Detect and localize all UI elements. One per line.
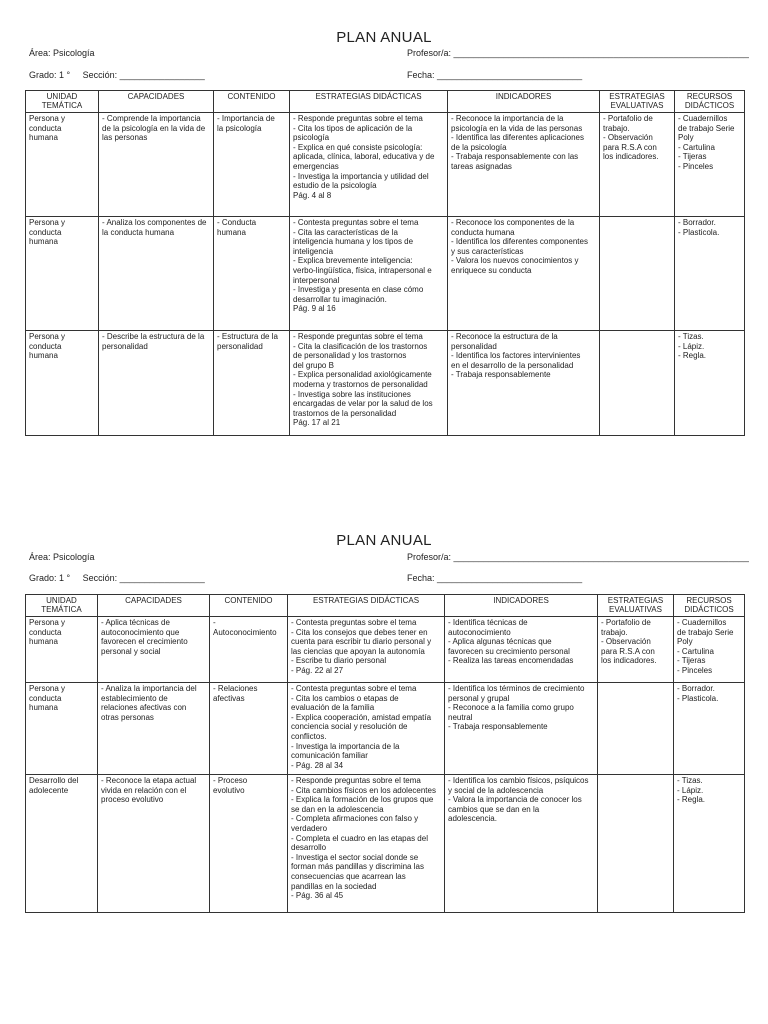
cell-evaluativas bbox=[598, 775, 674, 913]
cell-recursos: - Borrador. - Plasticola. bbox=[674, 683, 745, 775]
header-evaluativas: ESTRATEGIAS EVALUATIVAS bbox=[598, 595, 674, 617]
table-row bbox=[26, 331, 745, 436]
cell-recursos: - Cuadernillos de trabajo Serie Poly - Cartulina - Tijeras - Pinceles bbox=[674, 617, 745, 683]
cell-indicadores: - Reconoce la estructura de la personalidad - Identifica los factores intervinientes en el desarrollo de la personalidad - Trabaja responsablemente bbox=[448, 331, 600, 436]
cell-evaluativas bbox=[600, 331, 675, 436]
plan-table bbox=[25, 90, 745, 436]
table-header-row bbox=[26, 91, 745, 113]
cell-estrategias: - Responde preguntas sobre el tema - Cita cambios físicos en los adolecentes - Explica la formación de los grupos que se dan en la adolescencia - Completa afirmaciones con falso y verdadero - Completa el cuadro en las etapas del desarrollo - Investiga el sector social donde se forman más pandillas y discrimina las consecuencias que acarrean las pandillas en la sociedad - Pág. 36 al 45 bbox=[288, 775, 445, 913]
header-evaluativas: ESTRATEGIAS EVALUATIVAS bbox=[600, 91, 675, 113]
cell-estrategias: - Contesta preguntas sobre el tema - Cita los cambios o etapas de evaluación de la familia - Explica cooperación, amistad empatía conciencia social y resolución de conflictos. - Investiga la importancia de la comunicación familiar - Pág. 28 al 34 bbox=[288, 683, 445, 775]
grado-seccion-label: Grado: 1 ° Sección: _________________ bbox=[29, 573, 205, 583]
cell-contenido: - Autoconocimiento bbox=[210, 617, 288, 683]
table-header-row bbox=[26, 595, 745, 617]
cell-indicadores: - Reconoce la importancia de la psicología en la vida de las personas - Identifica las diferentes aplicaciones de la psicología - Trabaja responsablemente con las tareas asignadas bbox=[448, 113, 600, 217]
profesor-label: Profesor/a: ___________________________________________________________ bbox=[407, 552, 749, 562]
header-capacidades: CAPACIDADES bbox=[99, 91, 214, 113]
cell-recursos: - Borrador. - Plasticola. bbox=[675, 217, 745, 331]
header-indicadores: INDICADORES bbox=[448, 91, 600, 113]
cell-indicadores: - Identifica técnicas de autoconocimiento - Aplica algunas técnicas que favorecen su crecimiento personal - Realiza las tareas encomendadas bbox=[445, 617, 598, 683]
cell-evaluativas bbox=[600, 217, 675, 331]
cell-evaluativas bbox=[598, 683, 674, 775]
cell-contenido: - Relaciones afectivas bbox=[210, 683, 288, 775]
header-unidad: UNIDAD TEMÁTICA bbox=[26, 595, 98, 617]
table-row bbox=[26, 217, 745, 331]
header-unidad: UNIDAD TEMÁTICA bbox=[26, 91, 99, 113]
cell-estrategias: - Responde preguntas sobre el tema - Cita los tipos de aplicación de la psicología - Explica en qué consiste psicología: aplicada, clínica, laboral, educativa y de emergencias - Investiga la importancia y utilidad del estudio de la psicología Pág. 4 al 8 bbox=[290, 113, 448, 217]
cell-capacidades: - Describe la estructura de la personalidad bbox=[99, 331, 214, 436]
cell-unidad: Persona y conducta humana bbox=[26, 217, 99, 331]
fecha-label: Fecha: _____________________________ bbox=[407, 70, 583, 80]
cell-capacidades: - Aplica técnicas de autoconocimiento que favorecen el crecimiento personal y social bbox=[98, 617, 210, 683]
header-recursos: RECURSOS DIDÁCTICOS bbox=[674, 595, 745, 617]
cell-unidad: Desarrollo del adolecente bbox=[26, 775, 98, 913]
cell-evaluativas: - Portafolio de trabajo. - Observación para R.S.A con los indicadores. bbox=[598, 617, 674, 683]
cell-contenido: - Importancia de la psicología bbox=[214, 113, 290, 217]
area-label: Área: Psicología bbox=[29, 552, 95, 562]
cell-indicadores: - Identifica los términos de crecimiento personal y grupal - Reconoce a la familia como grupo neutral - Trabaja responsablemente bbox=[445, 683, 598, 775]
plan-title: PLAN ANUAL bbox=[336, 29, 432, 46]
profesor-label: Profesor/a: ___________________________________________________________ bbox=[407, 48, 749, 58]
cell-recursos: - Tizas. - Lápiz. - Regla. bbox=[674, 775, 745, 913]
cell-indicadores: - Identifica los cambio físicos, psíquicos y social de la adolescencia - Valora la importancia de conocer los cambios que se dan en la adolescencia. bbox=[445, 775, 598, 913]
header-estrategias: ESTRATEGIAS DIDÁCTICAS bbox=[288, 595, 445, 617]
plan-table bbox=[25, 594, 745, 913]
header-contenido: CONTENIDO bbox=[214, 91, 290, 113]
header-contenido: CONTENIDO bbox=[210, 595, 288, 617]
cell-estrategias: - Contesta preguntas sobre el tema - Cita las características de la inteligencia humana y los tipos de inteligencia - Explica brevemente inteligencia: verbo-lingüística, física, intrapersonal e interpersonal - Investiga y presenta en clase cómo desarrollar tu imaginación. Pág. 9 al 16 bbox=[290, 217, 448, 331]
table-row bbox=[26, 683, 745, 775]
cell-estrategias: - Contesta preguntas sobre el tema - Cita los consejos que debes tener en cuenta para escribir tu diario personal y las ciencias que apoyan la autonomía - Escribe tu diario personal - Pág. 22 al 27 bbox=[288, 617, 445, 683]
cell-capacidades: - Comprende la importancia de la psicología en la vida de las personas bbox=[99, 113, 214, 217]
cell-unidad: Persona y conducta humana bbox=[26, 331, 99, 436]
cell-unidad: Persona y conducta humana bbox=[26, 683, 98, 775]
header-indicadores: INDICADORES bbox=[445, 595, 598, 617]
cell-contenido: - Estructura de la personalidad bbox=[214, 331, 290, 436]
table-row bbox=[26, 617, 745, 683]
cell-contenido: - Proceso evolutivo bbox=[210, 775, 288, 913]
cell-contenido: - Conducta humana bbox=[214, 217, 290, 331]
cell-recursos: - Cuadernillos de trabajo Serie Poly - Cartulina - Tijeras - Pinceles bbox=[675, 113, 745, 217]
cell-unidad: Persona y conducta humana bbox=[26, 617, 98, 683]
cell-capacidades: - Reconoce la etapa actual vivida en relación con el proceso evolutivo bbox=[98, 775, 210, 913]
table-row bbox=[26, 113, 745, 217]
header-recursos: RECURSOS DIDÁCTICOS bbox=[675, 91, 745, 113]
cell-indicadores: - Reconoce los componentes de la conducta humana - Identifica los diferentes componentes y sus características - Valora los nuevos conocimientos y enriquece su conducta bbox=[448, 217, 600, 331]
cell-recursos: - Tizas. - Lápiz. - Regla. bbox=[675, 331, 745, 436]
header-capacidades: CAPACIDADES bbox=[98, 595, 210, 617]
cell-unidad: Persona y conducta humana bbox=[26, 113, 99, 217]
table-row bbox=[26, 775, 745, 913]
grado-seccion-label: Grado: 1 ° Sección: _________________ bbox=[29, 70, 205, 80]
cell-evaluativas: - Portafolio de trabajo. - Observación para R.S.A con los indicadores. bbox=[600, 113, 675, 217]
header-estrategias: ESTRATEGIAS DIDÁCTICAS bbox=[290, 91, 448, 113]
fecha-label: Fecha: _____________________________ bbox=[407, 573, 583, 583]
cell-estrategias: - Responde preguntas sobre el tema - Cita la clasificación de los trastornos de personalidad y los trastornos del grupo B - Explica personalidad axiológicamente moderna y trastornos de personalidad - Investiga sobre las instituciones encargadas de velar por la salud de los trastornos de la personalidad Pág. 17 al 21 bbox=[290, 331, 448, 436]
cell-capacidades: - Analiza los componentes de la conducta humana bbox=[99, 217, 214, 331]
area-label: Área: Psicología bbox=[29, 48, 95, 58]
cell-capacidades: - Analiza la importancia del establecimiento de relaciones afectivas con otras personas bbox=[98, 683, 210, 775]
plan-title: PLAN ANUAL bbox=[336, 532, 432, 549]
